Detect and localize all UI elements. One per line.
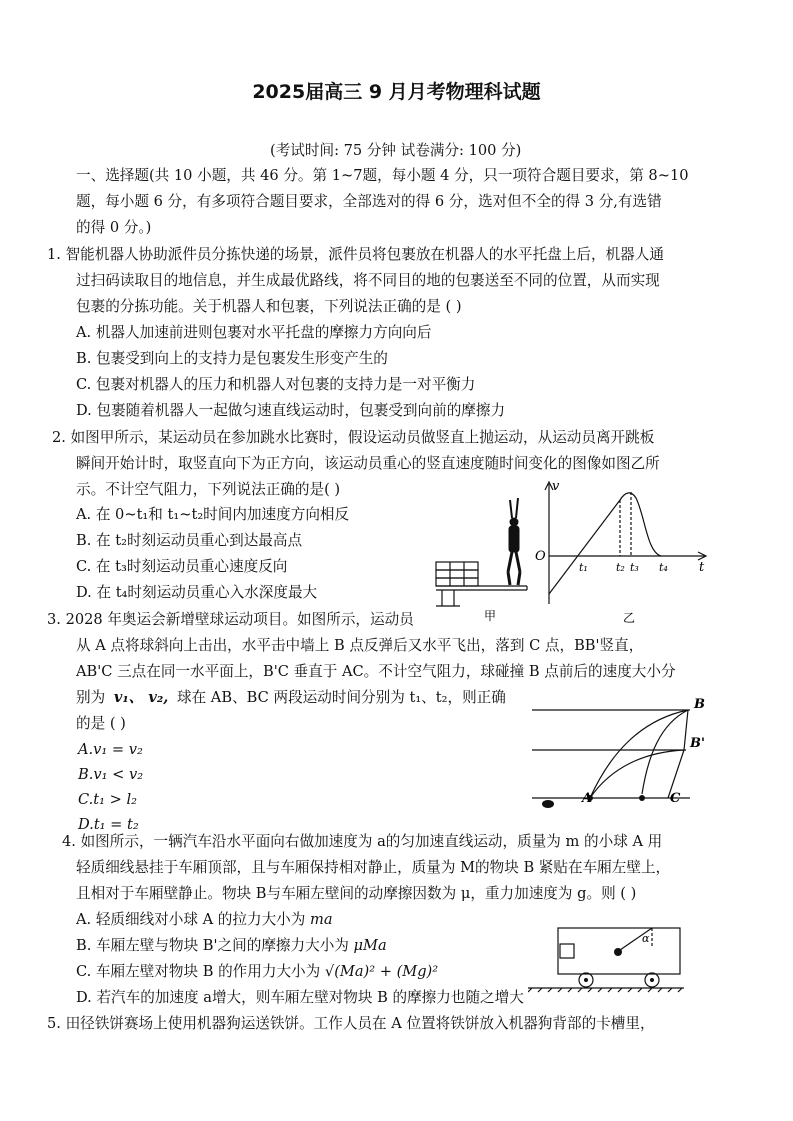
q1-stem-line1: 1. 智能机器人协助派件员分拣快递的场景，派件员将包裹放在机器人的水平托盘上后，机器人通 xyxy=(47,246,664,263)
angle-alpha-label: α xyxy=(642,932,650,945)
q2-option-d: D. 在 t₄时刻运动员重心入水深度最大 xyxy=(76,584,318,601)
q3-option-d: D.t₁ = t₂ xyxy=(78,816,139,833)
ball-icon xyxy=(542,800,554,808)
q4-option-a-math: ma xyxy=(310,911,333,928)
q4-option-b-text: B. 车厢左壁与物块 B'之间的摩擦力大小为 xyxy=(76,937,349,954)
v-axis-label: v xyxy=(552,479,560,494)
t-axis-label: t xyxy=(699,560,705,575)
q5-stem-line1: 5. 田径铁饼赛场上使用机器狗运送铁饼。工作人员在 A 位置将铁饼放入机器狗背部的卡槽里， xyxy=(47,1015,655,1032)
q2-stem-line1: 2. 如图甲所示，某运动员在参加跳水比赛时，假设运动员做竖直上抛运动，从运动员离开跳板 xyxy=(52,429,655,446)
page-title: 2025届高三 9 月月考物理科试题 xyxy=(252,81,541,103)
q4-option-a-text: A. 轻质细线对小球 A 的拉力大小为 xyxy=(76,911,306,928)
velocity-curve xyxy=(620,493,661,556)
exam-info: (考试时间: 75 分钟 试卷满分: 100 分) xyxy=(270,142,522,159)
label-yi: 乙 xyxy=(623,611,636,625)
q2-option-a: A. 在 0~t₁和 t₁~t₂时间内加速度方向相反 xyxy=(76,506,350,523)
q2-stem-line2: 瞬间开始计时，取竖直向下为正方向，该运动员重心的竖直速度随时间变化的图像如图乙所 xyxy=(76,455,660,472)
q3-stem-line4-a: 别为 xyxy=(76,689,106,706)
q3-stem-line2: 从 A 点将球斜向上击出，水平击中墙上 B 点反弹后又水平飞出，落到 C 点，BB'竖直， xyxy=(76,637,644,654)
trajectory-ab xyxy=(590,710,688,798)
label-a: A xyxy=(582,791,593,806)
block-b xyxy=(560,944,574,958)
q3-stem-line5: 的是 ( ) xyxy=(76,715,126,732)
q4-stem-line3: 且相对于车厢壁静止。物块 B与车厢左壁间的动摩擦因数为 μ，重力加速度为 g。则 ( ) xyxy=(76,885,637,902)
label-jia: 甲 xyxy=(484,609,497,622)
q2-option-c: C. 在 t₃时刻运动员重心速度反向 xyxy=(76,558,288,575)
q4-stem-line1: 4. 如图所示，一辆汽车沿水平面向右做加速度为 a的匀加速直线运动，质量为 m 的小球 A 用 xyxy=(62,833,663,850)
label-b: B xyxy=(694,697,705,712)
q3-option-c: C.t₁ > l₂ xyxy=(78,791,138,808)
q3-stem-line4-b: 球在 AB、BC 两段运动时间分别为 t₁、t₂，则正确 xyxy=(176,689,506,706)
label-c: C xyxy=(670,791,681,806)
tick-t4: t₄ xyxy=(659,561,668,574)
q1-stem-line3: 包裹的分拣功能。关于机器人和包裹，下列说法正确的是 ( ) xyxy=(76,298,462,315)
q4-option-c-math: √(Ma)² + (Mg)² xyxy=(324,963,439,980)
q1-option-b: B. 包裹受到向上的支持力是包裹发生形变产生的 xyxy=(76,350,388,367)
label-b-prime: B' xyxy=(690,736,705,751)
q4-option-c xyxy=(76,959,438,985)
section-instructions-line2: 题，每小题 6 分，有多项符合题目要求，全部选对的得 6 分，选对但不全的得 3 分,有选错 xyxy=(76,193,662,210)
q3-stem-line3: AB'C 三点在同一水平面上，B'C 垂直于 AC。不计空气阻力，球碰撞 B 点前后的速度大小分 xyxy=(76,663,676,680)
q1-option-c: C. 包裹对机器人的压力和机器人对包裹的支持力是一对平衡力 xyxy=(76,376,476,393)
q2-option-b: B. 在 t₂时刻运动员重心到达最高点 xyxy=(76,532,303,549)
q3-option-b: B.v₁ < v₂ xyxy=(78,766,144,783)
tick-t2: t₂ xyxy=(616,561,625,574)
q4-option-b-math: μMa xyxy=(353,937,387,954)
squash-figure xyxy=(530,694,716,816)
velocity-line xyxy=(549,500,620,594)
q1-option-a: A. 机器人加速前进则包裹对水平托盘的摩擦力方向向后 xyxy=(76,324,432,341)
q4-option-b xyxy=(76,933,387,959)
q3-option-a: A.v₁ = v₂ xyxy=(78,741,143,758)
q4-option-a xyxy=(76,907,333,933)
q2-stem-line3: 示。不计空气阻力，下列说法正确的是( ) xyxy=(76,481,341,498)
q3-stem-line4 xyxy=(76,685,506,711)
q3-velocity-symbols: v₁、 v₂, xyxy=(113,689,169,706)
q4-option-c-text: C. 车厢左壁对物块 B 的作用力大小为 xyxy=(76,963,321,980)
q1-stem-line2: 过扫码读取目的地信息，并生成最优路线，将不同目的地的包裹送至不同的位置，从而实现 xyxy=(76,272,660,289)
section-instructions-line3: 的得 0 分。) xyxy=(76,219,152,236)
vt-graph-yi xyxy=(535,476,713,626)
ball-a xyxy=(614,948,622,956)
tick-t3: t₃ xyxy=(630,561,639,574)
section-instructions-line1: 一、选择题(共 10 小题，共 46 分。第 1~7题，每小题 4 分，只一项符合题目要求，第 8~10 xyxy=(76,167,689,184)
cart-figure xyxy=(528,922,684,994)
q3-stem-line1: 3. 2028 年奥运会新增壁球运动项目。如图所示，运动员 xyxy=(47,611,414,628)
origin-label: O xyxy=(535,549,546,564)
tick-t1: t₁ xyxy=(579,561,588,574)
q4-stem-line2: 轻质细线悬挂于车厢顶部，且与车厢保持相对静止，质量为 M的物块 B 紧贴在车厢左壁上， xyxy=(76,859,671,876)
q1-option-d: D. 包裹随着机器人一起做匀速直线运动时，包裹受到向前的摩擦力 xyxy=(76,402,506,419)
q4-option-d: D. 若汽车的加速度 a增大，则车厢左壁对物块 B 的摩擦力也随之增大 xyxy=(76,989,524,1006)
